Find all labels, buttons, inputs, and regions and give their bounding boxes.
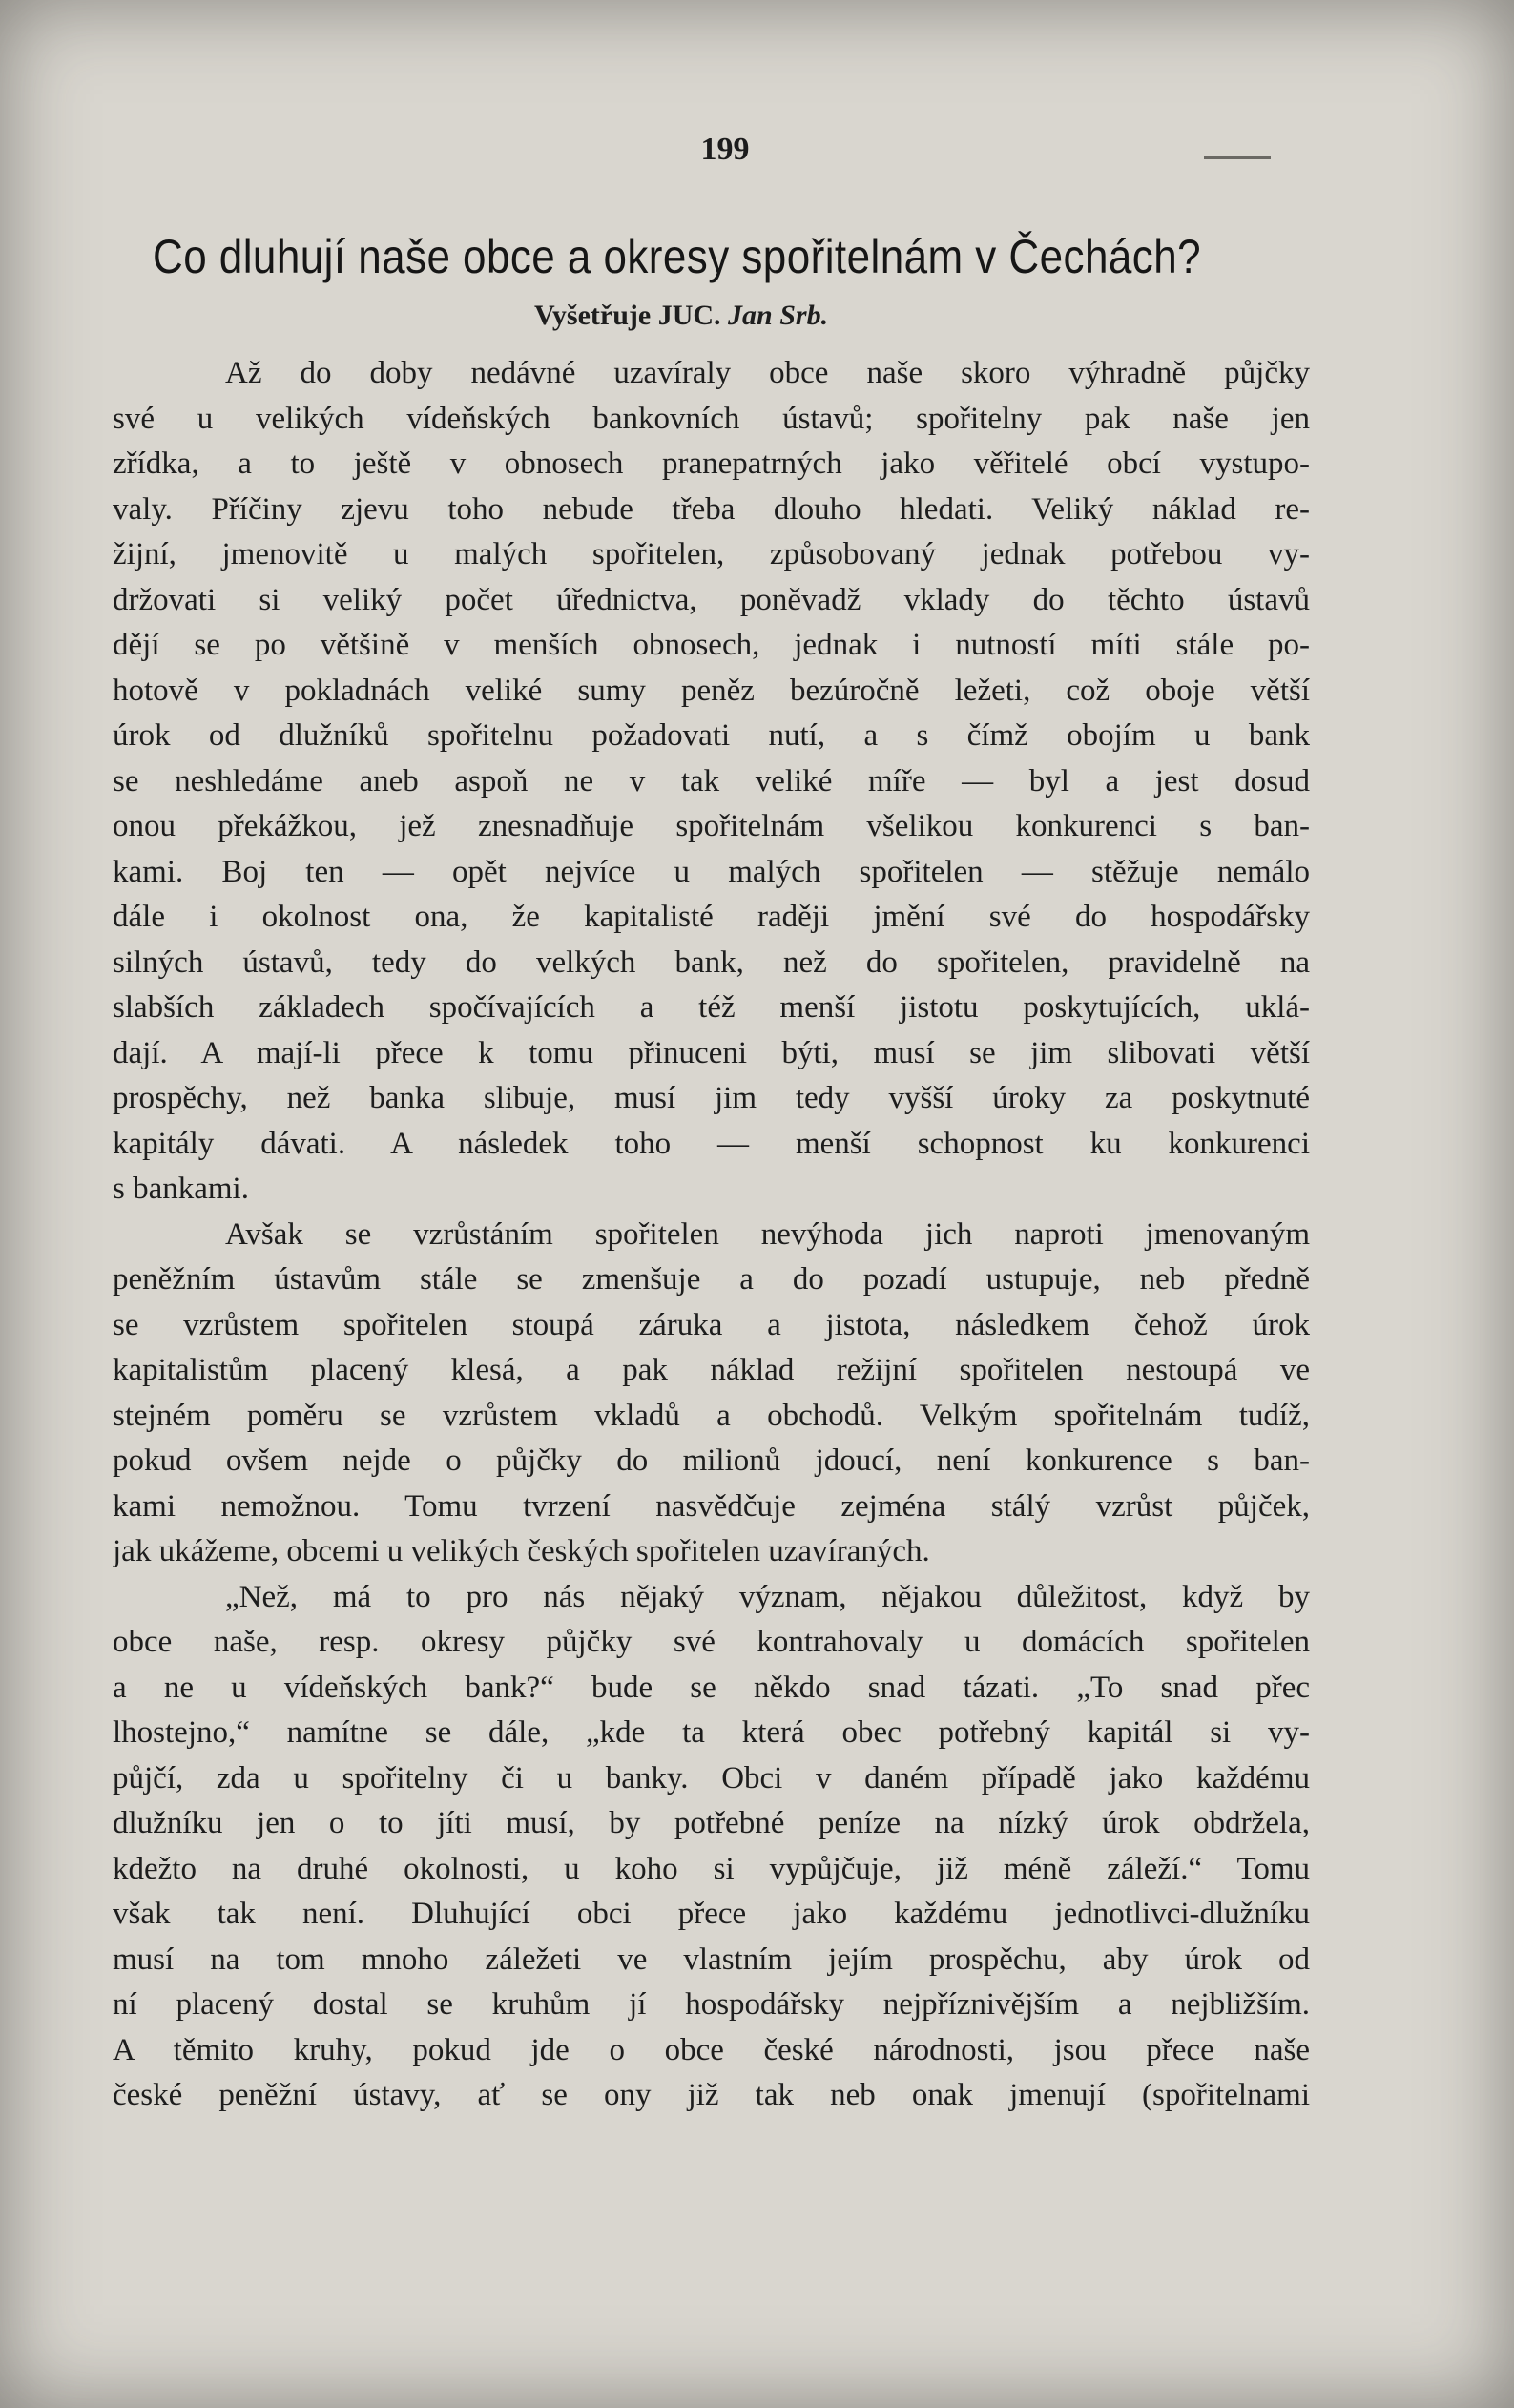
text-line: slabších základech spočívajících a též menší jistotu poskytujících, uklá-	[113, 990, 1310, 1025]
text-line: půjčí, zda u spořitelny či u banky. Obci v daném případě jako každému	[113, 1760, 1310, 1796]
text-line: prospěchy, než banka slibuje, musí jim tedy vyšší úroky za poskytnuté	[113, 1081, 1310, 1115]
text-line: silných ústavů, tedy do velkých bank, než do spořitelen, pravidelně na	[113, 945, 1310, 980]
text-line: obce naše, resp. okresy půjčky své kontrahovaly u domácích spořitelen	[113, 1625, 1310, 1659]
text-line: kami nemožnou. Tomu tvrzení nasvědčuje zejména stálý vzrůst půjček,	[113, 1488, 1310, 1524]
text-line: dějí se po většině v menších obnosech, jednak i nutností míti stále po-	[113, 628, 1310, 662]
text-line: onou překážkou, jež znesnadňuje spořitelnám všelikou konkurenci s ban-	[113, 809, 1310, 843]
text-line: úrok od dlužníků spořitelnu požadovati nutí, a s čímž obojím u bank	[113, 718, 1310, 753]
page-number: 199	[700, 132, 750, 167]
text-line: držovati si veliký počet úřednictva, poněvadž vklady do těchto ústavů	[113, 582, 1310, 617]
text-line: a ne u vídeňských bank?“ bude se někdo snad tázati. „To snad přec	[113, 1670, 1310, 1705]
text-line: však tak není. Dluhující obci přece jako každému jednotlivci-dlužníku	[113, 1897, 1310, 1931]
text-line: dlužníku jen o to jíti musí, by potřebné peníze na nízký úrok obdržela,	[113, 1806, 1310, 1840]
byline	[534, 300, 1011, 332]
text-line: stejném poměru se vzrůstem vkladů a obchodů. Velkým spořitelnám tudíž,	[113, 1398, 1310, 1433]
article-title: Co dluhují naše obce a okresy spořitelnám v Čechách?	[153, 230, 1202, 283]
text-line: dále i okolnost ona, že kapitalisté raději jmění své do hospodářsky	[113, 900, 1310, 934]
text-line: se neshledáme aneb aspoň ne v tak veliké míře — byl a jest dosud	[113, 763, 1310, 799]
text-line: lhostejno,“ namítne se dále, „kde ta která obec potřebný kapitál si vy-	[113, 1715, 1310, 1750]
text-line: valy. Příčiny zjevu toho nebude třeba dlouho hledati. Veliký náklad re-	[113, 491, 1310, 527]
text-line: ní placený dostal se kruhům jí hospodářsky nejpříznivějším a nejbližším.	[113, 1987, 1310, 2022]
header-rule	[1204, 156, 1271, 159]
text-line: hotově v pokladnách veliké sumy peněz bezúročně ležeti, což oboje větší	[113, 673, 1310, 708]
text-line: zřídka, a to ještě v obnosech pranepatrných jako věřitelé obcí vystupo-	[113, 446, 1310, 481]
text-line: „Než, má to pro nás nějaký význam, nějakou důležitost, když by	[225, 1579, 1310, 1614]
text-line: kami. Boj ten — opět nejvíce u malých spořitelen — stěžuje nemálo	[113, 854, 1310, 889]
text-line: jak ukážeme, obcemi u velikých českých spořitelen uzavíraných.	[113, 1534, 930, 1568]
text-line: Avšak se vzrůstáním spořitelen nevýhoda jich naproti jmenovaným	[225, 1216, 1310, 1252]
text-line: se vzrůstem spořitelen stoupá záruka a jistota, následkem čehož úrok	[113, 1307, 1310, 1342]
text-line: Až do doby nedávné uzavíraly obce naše skoro výhradně půjčky	[225, 356, 1310, 390]
text-line: české peněžní ústavy, ať se ony již tak neb onak jmenují (spořitelnami	[113, 2078, 1310, 2112]
text-line: pokud ovšem nejde o půjčky do milionů jdoucí, není konkurence s ban-	[113, 1443, 1310, 1478]
text-line: žijní, jmenovitě u malých spořitelen, způsobovaný jednak potřebou vy-	[113, 537, 1310, 571]
text-line: kapitály dávati. A následek toho — menší schopnost ku konkurenci	[113, 1126, 1310, 1161]
text-line: kdežto na druhé okolnosti, u koho si vypůjčuje, již méně záleží.“ Tomu	[113, 1851, 1310, 1886]
text-line: s bankami.	[113, 1172, 249, 1206]
text-line: A těmito kruhy, pokud jde o obce české národnosti, jsou přece naše	[113, 2032, 1310, 2067]
byline-prefix: Vyšetřuje JUC.	[534, 300, 721, 331]
text-line: kapitalistům placený klesá, a pak náklad režijní spořitelen nestoupá ve	[113, 1353, 1310, 1387]
text-line: dají. A mají-li přece k tomu přinuceni býti, musí se jim slibovati větší	[113, 1035, 1310, 1070]
text-line: musí na tom mnoho záležeti ve vlastním jejím prospěchu, aby úrok od	[113, 1941, 1310, 1977]
text-line: své u velikých vídeňských bankovních ústavů; spořitelny pak naše jen	[113, 401, 1310, 436]
author-name: Jan Srb.	[728, 300, 829, 331]
text-line: peněžním ústavům stále se zmenšuje a do pozadí ustupuje, neb předně	[113, 1262, 1310, 1297]
article-body	[113, 351, 1310, 2119]
